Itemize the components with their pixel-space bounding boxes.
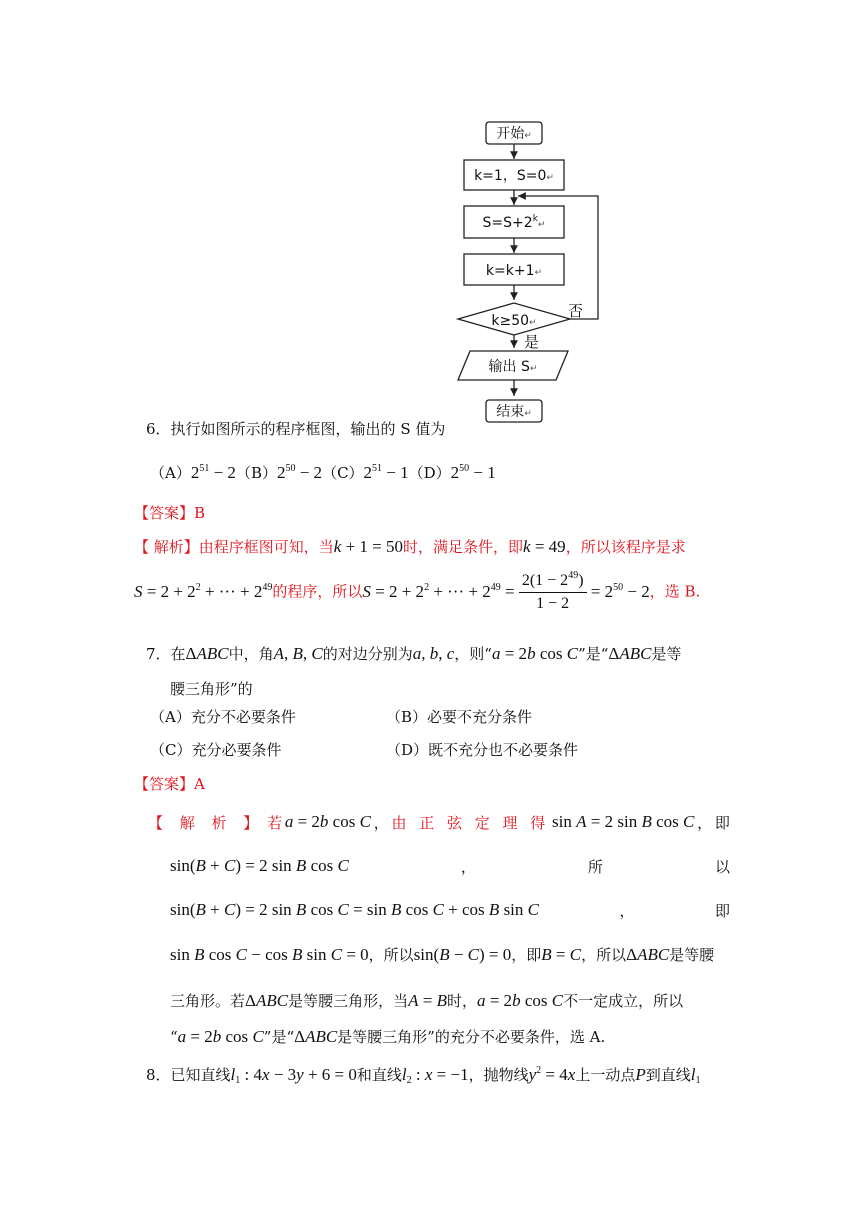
flow-condition bbox=[458, 302, 583, 351]
q7-option-c: （C）充分必要条件 bbox=[150, 741, 282, 759]
q6-analysis-line2: $S = 2 + 2^2$ + ··· + $2^{49}$的程序，所以$S = 2 + 2^2$ + ··· + $2^{49}$ = $\frac{2(1 - 2^{49})}{1 - 2}$ = $2^{50} - 2$，选 B. bbox=[134, 570, 701, 612]
q7-prompt: 7．在ΔABC中，角A, B, C的对边分别为a, b, c，则“a = 2b cos C”是“ΔABC是等 bbox=[146, 644, 682, 663]
q7-answer: 【答案】A bbox=[134, 775, 205, 793]
flow-yes-label: 是 bbox=[524, 333, 540, 351]
svg-text:k=k+1↵: k=k+1↵ bbox=[485, 263, 543, 279]
svg-text:k≥50↵: k≥50↵ bbox=[491, 313, 537, 329]
q8-prompt: 8．已知直线$l_1$ : 4x − 3y + 6 = 0和直线$l_2$ : x = −1，抛物线$y^2 = 4x$上一动点P到直线$l_1$ bbox=[146, 1065, 701, 1086]
q7-prompt-cont: 腰三角形”的 bbox=[170, 680, 253, 698]
q7-analysis-line1: 【 解 析 】 若 a = 2b cos C ， 由 正 弦 定 理 得 sin A = 2 sin B cos C ， 即 bbox=[148, 812, 730, 832]
svg-text:输出 S↵: 输出 S↵ bbox=[488, 359, 538, 375]
svg-text:k=1，S=0↵: k=1，S=0↵ bbox=[474, 168, 554, 184]
q7-option-b: （B）必要不充分条件 bbox=[386, 708, 533, 726]
q6-answer: 【答案】B bbox=[134, 504, 206, 522]
q6-options: $(A)2^{51} - 2(B)2^{50} - 2(C)2^{51} - 1(D)2^{50} - 1$ bbox=[150, 463, 496, 482]
q7-analysis-line2: sin(B + C) = 2 sin B cos C ， 所 以 bbox=[170, 856, 730, 876]
flow-end bbox=[486, 400, 542, 422]
flow-output bbox=[458, 351, 568, 380]
q6-analysis-line1: 【 解析】由程序框图可知，当k + 1 = 50时，满足条件，即k = 49，所以该程序是求 bbox=[134, 537, 686, 556]
q7-analysis-line5: 三角形。若ΔABC是等腰三角形，当A = B时，a = 2b cos C不一定成立，所以 bbox=[170, 991, 684, 1010]
q6-prompt: 6．执行如图所示的程序框图，输出的 S 值为 bbox=[146, 420, 446, 438]
flow-update-k bbox=[464, 254, 564, 285]
svg-text:结束↵: 结束↵ bbox=[496, 404, 532, 420]
q7-option-d: （D）既不充分也不必要条件 bbox=[386, 741, 579, 759]
svg-text:S=S+2k↵: $S=S+2^k_↵$ bbox=[482, 214, 546, 231]
flow-no-label: 否 bbox=[568, 302, 584, 320]
flow-start bbox=[486, 122, 542, 144]
q7-option-a: （A）充分不必要条件 bbox=[150, 708, 296, 726]
q7-analysis-line3: sin(B + C) = 2 sin B cos C = sin B cos C + cos B sin C ， 即 bbox=[170, 900, 730, 920]
q7-analysis-line4: sin B cos C − cos B sin C = 0，所以sin(B − C) = 0，即B = C，所以ΔABC是等腰 bbox=[170, 945, 715, 964]
svg-text:开始↵: 开始↵ bbox=[496, 126, 532, 142]
flow-init bbox=[464, 160, 564, 190]
flowchart bbox=[440, 110, 620, 430]
q7-analysis-line6: “a = 2b cos C”是“ΔABC是等腰三角形”的充分不必要条件，选 A. bbox=[170, 1027, 606, 1046]
flow-update-s bbox=[464, 206, 564, 238]
